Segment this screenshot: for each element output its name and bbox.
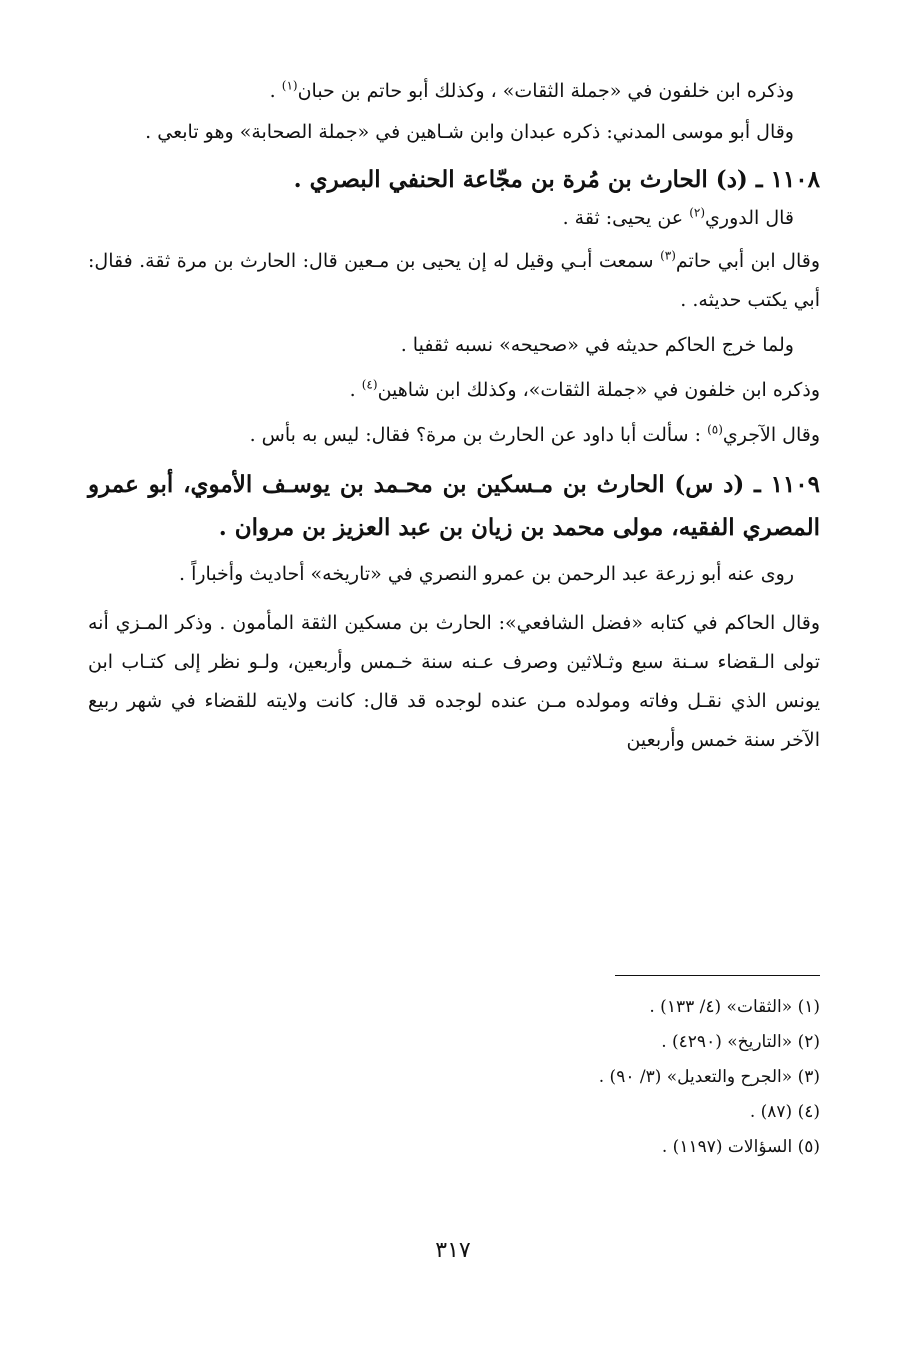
paragraph-9: وقال الحاكم في كتابه «فضل الشافعي»: الحارث بن مسكين الثقة المأمون . وذكر المـزي أنه تولى الـقضاء سـنة سبع وثـلاثين وصرف عـنه سنة خـمس وأربعين، ولـو نظر إلى كتـاب ابن يونس الذي نقـل وفاته ومولده مـن عنده لوجده قد قال: كانت ولايته للقضاء في شهر ربيع الآخر سنة خمس وأربعين	[88, 612, 820, 751]
paragraph-text: وذكره ابن خلفون في «جملة الثقات»، وكذلك ابن شاهين	[377, 379, 820, 401]
paragraph-tail: .	[269, 80, 282, 102]
footnote-1: (١) «الثقات» (٤/ ١٣٣) .	[649, 997, 820, 1017]
footnote-ref[interactable]: (٤)	[361, 377, 378, 392]
paragraph-tail: : سألت أبا داود عن الحارث بن مرة؟ فقال: ليس به بأس .	[249, 424, 708, 446]
footnote-2: (٢) «التاريخ» (٤٢٩٠) .	[661, 1032, 820, 1052]
paragraph-6	[88, 371, 820, 410]
paragraph-text: قال الدوري	[705, 207, 794, 229]
footnote-ref[interactable]: (٥)	[707, 422, 723, 437]
paragraph-text: وذكره ابن خلفون في «جملة الثقات» ، وكذلك أبو حاتم بن حبان	[297, 80, 794, 102]
paragraph-7	[88, 416, 820, 455]
main-text	[88, 72, 820, 760]
footnotes	[88, 990, 820, 1165]
footnote-divider	[615, 975, 820, 976]
footnote-ref[interactable]: (٣)	[660, 248, 676, 263]
paragraph-8: روى عنه أبو زرعة عبد الرحمن بن عمرو النصري في «تاريخه» أحاديث وأخباراً .	[179, 563, 794, 585]
paragraph-3	[88, 199, 820, 238]
paragraph-4	[88, 242, 820, 320]
paragraph-text: وقال الآجري	[722, 424, 820, 446]
paragraph-1	[88, 72, 820, 111]
paragraph-5: ولما خرج الحاكم حديثه في «صحيحه» نسبه ثقفيا .	[400, 334, 794, 356]
page-number: ٣١٧	[435, 1238, 471, 1263]
footnote-5: (٥) السؤالات (١١٩٧) .	[661, 1137, 820, 1157]
paragraph-tail: .	[349, 379, 362, 401]
paragraph-2: وقال أبو موسى المدني: ذكره عبدان وابن شـاهين في «جملة الصحابة» وهو تابعي .	[145, 121, 794, 143]
footnote-ref[interactable]: (١)	[281, 78, 298, 93]
footnote-ref[interactable]: (٢)	[689, 205, 706, 220]
paragraph-tail: عن يحيى: ثقة .	[562, 207, 690, 229]
entry-heading-1108: ١١٠٨ ـ (د) الحارث بن مُرة بن مجّاعة الحنفي البصري .	[293, 166, 820, 193]
footnote-3: (٣) «الجرح والتعديل» (٣/ ٩٠) .	[598, 1067, 820, 1087]
footnote-4: (٤) (٨٧) .	[749, 1102, 820, 1122]
entry-heading-1109: ١١٠٩ ـ (د س) الحارث بن مـسكين بن محـمد بن يوسـف الأموي، أبو عمرو المصري الفقيه، مولى محمد بن زيان بن عبد العزيز بن مروان .	[88, 471, 820, 541]
paragraph-tail: سمعت أبـي وقيل له إن يحيى بن مـعين قال: الحارث بن مرة ثقة. فقال: أبي يكتب حديثه. .	[88, 250, 820, 311]
paragraph-text: وقال ابن أبي حاتم	[675, 250, 821, 272]
